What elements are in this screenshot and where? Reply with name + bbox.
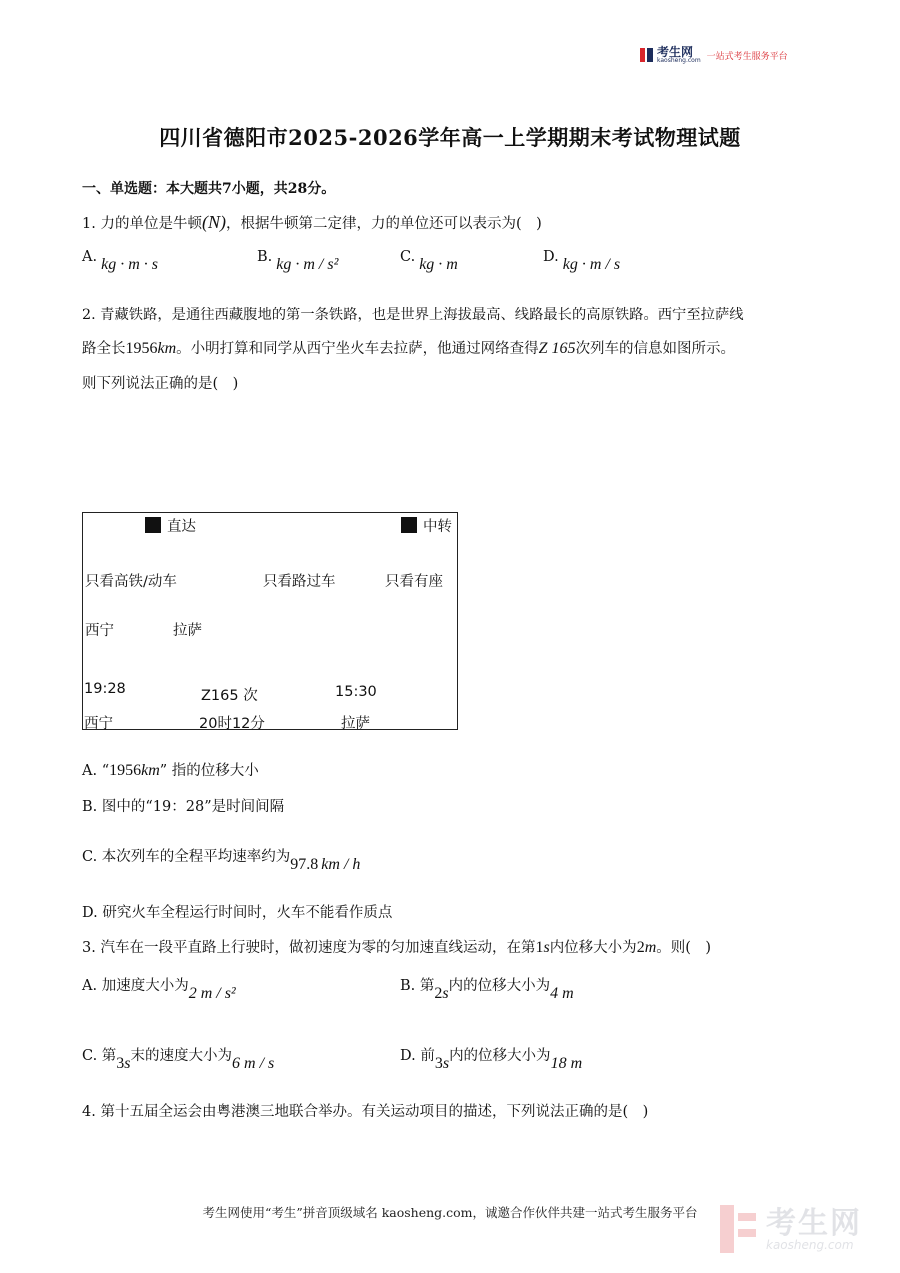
brand-cn: 考生网 (657, 45, 694, 59)
q3-C-n: 3 (116, 1055, 125, 1072)
checkbox-square-icon (145, 517, 161, 533)
q2-text-b: 。小明打算和同学从西宁坐火车去拉萨，他通过网络查得 (176, 341, 539, 357)
section-heading: 一、单选题：本大题共7小题，共28分。 (82, 181, 336, 197)
direct-option (145, 515, 196, 536)
q3-D-s: s (442, 1055, 450, 1072)
q3-option-a (82, 976, 236, 1002)
q3-option-b (400, 976, 574, 1002)
q2-text-a: 路全长 (82, 341, 126, 357)
q1-option-d (543, 248, 621, 273)
question-1 (82, 212, 542, 234)
train-number: Z165 次 (201, 688, 258, 704)
q3-D-expr: 18 m (550, 1055, 583, 1072)
question-4: 4. 第十五届全运会由粤港澳三地联合举办。有关运动项目的描述，下列说法正确的是( ) (82, 1104, 649, 1120)
duration: 20时12分 (199, 716, 265, 732)
q2-line2 (82, 339, 735, 359)
kaosheng-logo-icon (640, 46, 654, 64)
q1-option-d-label: D. (543, 249, 559, 265)
q2-optA-num: 1956 (109, 762, 142, 779)
q1-option-c-label: C. (400, 249, 416, 265)
direct-label: 直达 (167, 519, 196, 535)
brand-en: kaosheng.com (657, 57, 701, 64)
q3-text-b: 内位移大小为 (549, 940, 637, 956)
q3-C-text1: C. 第 (82, 1048, 117, 1064)
watermark-en: kaosheng.com (766, 1238, 854, 1252)
depart-station: 西宁 (84, 716, 113, 732)
q2-option-a (82, 761, 259, 781)
page-title: 四川省德阳市2025-2026学年高一上学期期末考试物理试题 (159, 125, 741, 150)
q3-A-text: A. 加速度大小为 (82, 978, 189, 994)
q2-optA-unit: km (141, 762, 160, 779)
q3-D-n: 3 (434, 1055, 443, 1072)
q3-text-c: 。则( ) (656, 940, 712, 956)
watermark-logo-icon (720, 1205, 760, 1255)
q1-option-a (82, 248, 158, 273)
arrive-time: 15:30 (335, 684, 377, 700)
transfer-label: 中转 (423, 519, 452, 535)
q3-B-n: 2 (434, 985, 443, 1002)
q2-line3: 则下列说法正确的是( ) (82, 376, 239, 392)
train-info-box (82, 512, 458, 730)
filter-seat: 只看有座 (385, 574, 443, 590)
q3-s1: s (543, 939, 550, 956)
q2-line1: 2. 青藏铁路，是通往西藏腹地的第一条铁路，也是世界上海拔最高、线路最长的高原铁路。西宁至拉萨线 (82, 307, 744, 323)
q1-option-b-expr: kg · m / s² (276, 256, 339, 273)
q1-unit: (N) (201, 212, 226, 232)
q2-optC-a: C. 本次列车的全程平均速率约为 (82, 849, 291, 865)
watermark-cn: 考生网 (766, 1206, 862, 1241)
q1-option-c-expr: kg · m (419, 256, 458, 273)
footer-text: 考生网使用“考生”拼音顶级域名 kaosheng.com，诚邀合作伙伴共建一站式考生服务平台 (202, 1205, 698, 1220)
q2-km: km (157, 340, 177, 357)
q2-optC-unit: km / h (321, 856, 361, 873)
arrive-station: 拉萨 (341, 716, 370, 732)
to-station: 拉萨 (173, 623, 202, 639)
q2-optA-a: A. “ (82, 763, 110, 779)
brand (657, 46, 701, 64)
q3-C-expr: 6 m / s (232, 1055, 275, 1072)
q3-D-text2: 内的位移大小为 (449, 1048, 551, 1064)
transfer-option (401, 515, 452, 536)
q3-B-expr: 4 m (550, 985, 574, 1002)
q2-optA-b: ” 指的位移大小 (159, 763, 259, 779)
question-3 (82, 938, 711, 958)
q3-n2: 2 (636, 939, 645, 956)
from-station: 西宁 (85, 623, 114, 639)
q3-n1: 1 (535, 939, 544, 956)
q2-optC-val: 97.8 (290, 856, 319, 873)
q1-text-b: ，根据牛顿第二定律，力的单位还可以表示为( ) (225, 216, 542, 232)
q3-A-expr: 2 m / s² (188, 985, 236, 1002)
q3-option-c (82, 1046, 275, 1072)
q3-B-text2: 内的位移大小为 (448, 978, 551, 994)
q3-D-text1: D. 前 (400, 1048, 435, 1064)
q2-option-b: B. 图中的“19：28”是时间间隔 (82, 799, 285, 815)
q2-option-d: D. 研究火车全程运行时间时，火车不能看作质点 (82, 905, 393, 921)
q1-option-a-expr: kg · m · s (101, 256, 158, 273)
q2-option-c (82, 847, 361, 873)
q1-option-c (400, 248, 458, 273)
header-slogan: 一站式考生服务平台 (706, 51, 788, 62)
checkbox-square-icon (401, 517, 417, 533)
q2-train: Z 165 (538, 340, 576, 357)
header-logo (640, 44, 788, 66)
q3-B-text1: B. 第 (400, 978, 435, 994)
q2-dist: 1956 (125, 340, 158, 357)
q3-text-a: 3. 汽车在一段平直路上行驶时，做初速度为零的匀加速直线运动，在第 (82, 940, 536, 956)
q3-C-s: s (124, 1055, 131, 1072)
q1-option-d-expr: kg · m / s (562, 256, 621, 273)
filter-high-speed: 只看高铁/动车 (85, 574, 177, 590)
q3-C-text2: 末的速度大小为 (130, 1048, 233, 1064)
q3-B-s: s (442, 985, 449, 1002)
depart-time: 19:28 (84, 681, 126, 697)
q3-option-d (400, 1046, 583, 1072)
q1-option-b-label: B. (257, 249, 273, 265)
q1-option-b (257, 248, 339, 273)
q3-m2: m (644, 939, 657, 956)
q2-text-c: 次列车的信息如图所示。 (575, 341, 736, 357)
q1-text-a: 1. 力的单位是牛顿 (82, 216, 202, 232)
watermark (720, 1205, 862, 1255)
filter-passing: 只看路过车 (263, 574, 336, 590)
q1-option-a-label: A. (82, 249, 98, 265)
